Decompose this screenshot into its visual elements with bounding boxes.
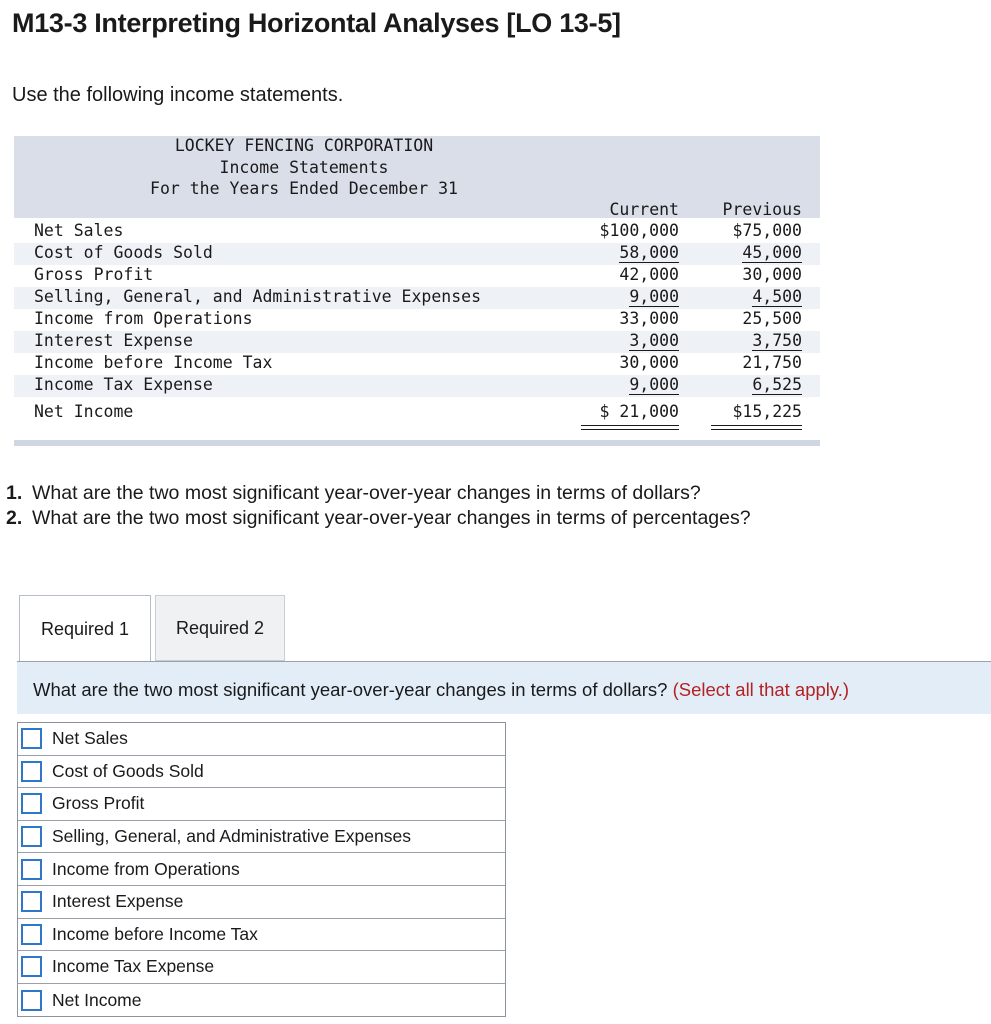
statement-period: For the Years Ended December 31 <box>150 179 458 198</box>
row-previous: 21,750 <box>742 353 802 372</box>
option-net-income[interactable] <box>18 984 505 1017</box>
option-label: Income from Operations <box>52 858 240 879</box>
answer-options <box>17 722 506 1017</box>
statement-header <box>14 136 820 218</box>
col-current-header: Current <box>609 200 679 219</box>
double-underline-current <box>581 425 679 430</box>
statement-name: Income Statements <box>219 158 389 177</box>
table-row <box>14 265 820 287</box>
table-row <box>14 287 820 309</box>
option-label: Selling, General, and Administrative Expenses <box>52 826 411 847</box>
row-current: 9,000 <box>629 375 679 394</box>
checkbox[interactable] <box>21 859 42 880</box>
checkbox[interactable] <box>21 924 42 945</box>
checkbox[interactable] <box>21 793 42 814</box>
option-label: Net Income <box>52 989 142 1010</box>
checkbox[interactable] <box>21 990 42 1011</box>
table-row <box>14 309 820 331</box>
option-label: Interest Expense <box>52 891 184 912</box>
row-current: 42,000 <box>619 265 679 284</box>
row-previous: 3,750 <box>752 331 802 350</box>
checkbox[interactable] <box>21 761 42 782</box>
question-2 <box>6 507 751 530</box>
row-previous: 4,500 <box>752 287 802 306</box>
row-previous: 25,500 <box>742 309 802 328</box>
option-income-tax-expense[interactable] <box>18 951 505 984</box>
row-label: Net Sales <box>34 221 124 240</box>
option-label: Cost of Goods Sold <box>52 760 204 781</box>
row-label: Interest Expense <box>34 331 193 350</box>
row-previous: $15,225 <box>732 402 802 421</box>
option-gross-profit[interactable] <box>18 788 505 821</box>
option-cost-of-goods-sold[interactable] <box>18 756 505 789</box>
tab-required-1[interactable]: Required 1 <box>19 595 151 663</box>
option-sga-expenses[interactable] <box>18 821 505 854</box>
row-label: Net Income <box>34 402 134 421</box>
table-row <box>14 375 820 397</box>
income-statement <box>14 136 820 446</box>
row-label: Income before Income Tax <box>34 353 273 372</box>
option-label: Gross Profit <box>52 793 145 814</box>
row-current: $100,000 <box>599 221 679 240</box>
row-previous: 6,525 <box>752 375 802 394</box>
row-previous: $75,000 <box>732 221 802 240</box>
question-2-number: 2. <box>6 507 23 529</box>
intro-text: Use the following income statements. <box>12 84 344 106</box>
question-prompt <box>17 662 991 714</box>
row-current: 33,000 <box>619 309 679 328</box>
table-row <box>14 353 820 375</box>
select-all-note: (Select all that apply.) <box>672 679 850 700</box>
option-income-from-operations[interactable] <box>18 853 505 886</box>
row-label: Cost of Goods Sold <box>34 243 213 262</box>
row-current: $ 21,000 <box>599 402 679 421</box>
table-row <box>14 402 820 424</box>
row-label: Selling, General, and Administrative Expenses <box>34 287 482 306</box>
checkbox[interactable] <box>21 826 42 847</box>
option-label: Net Sales <box>52 728 128 749</box>
tab-required-2[interactable]: Required 2 <box>155 595 285 661</box>
row-current: 3,000 <box>629 331 679 350</box>
company-name: LOCKEY FENCING CORPORATION <box>174 136 434 155</box>
option-label: Income before Income Tax <box>52 923 258 944</box>
row-current: 30,000 <box>619 353 679 372</box>
question-1-text: What are the two most significant year-over-year changes in terms of dollars? <box>32 482 701 504</box>
col-previous-header: Previous <box>722 200 802 219</box>
option-label: Income Tax Expense <box>52 956 215 977</box>
checkbox[interactable] <box>21 891 42 912</box>
row-current: 9,000 <box>629 287 679 306</box>
option-income-before-tax[interactable] <box>18 919 505 952</box>
table-row <box>14 331 820 353</box>
row-current: 58,000 <box>619 243 679 262</box>
row-previous: 45,000 <box>742 243 802 262</box>
question-2-text: What are the two most significant year-over-year changes in terms of percentages? <box>32 507 751 529</box>
table-row <box>14 221 820 243</box>
checkbox[interactable] <box>21 728 42 749</box>
option-net-sales[interactable] <box>18 723 505 756</box>
row-label: Income Tax Expense <box>34 375 213 394</box>
double-underline-previous <box>711 425 802 430</box>
page-title: M13-3 Interpreting Horizontal Analyses [LO 13-5] <box>12 8 621 38</box>
row-label: Income from Operations <box>34 309 253 328</box>
row-label: Gross Profit <box>34 265 154 284</box>
question-1-number: 1. <box>6 482 23 504</box>
table-row <box>14 243 820 265</box>
prompt-text: What are the two most significant year-over-year changes in terms of dollars? <box>33 679 668 700</box>
row-previous: 30,000 <box>742 265 802 284</box>
checkbox[interactable] <box>21 956 42 977</box>
option-interest-expense[interactable] <box>18 886 505 919</box>
question-1 <box>6 482 701 505</box>
